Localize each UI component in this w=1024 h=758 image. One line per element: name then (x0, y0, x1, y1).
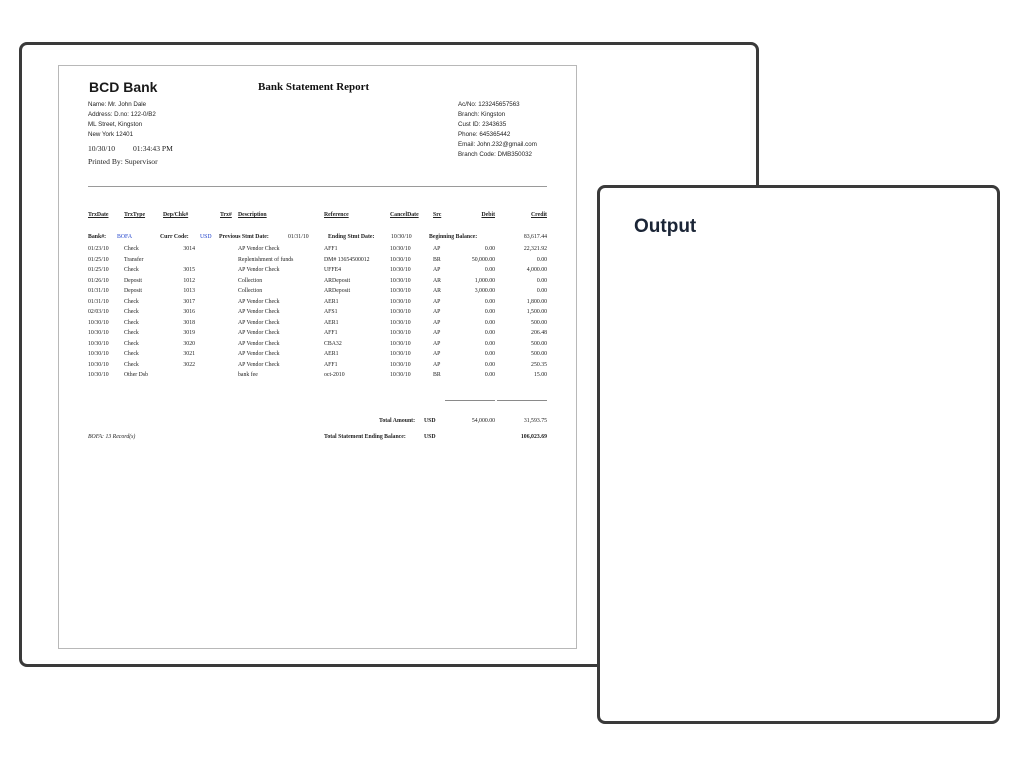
cell-reference: AFF1 (324, 330, 338, 336)
end-stmt-label: Ending Stmt Date: (328, 234, 375, 240)
cell-reference: DM# 13654500012 (324, 256, 370, 263)
cell-dep-chk: 3015 (183, 267, 195, 273)
cell-date: 10/30/10 (88, 330, 109, 336)
cell-src: AP (433, 330, 441, 336)
cell-date: 10/30/10 (88, 372, 109, 378)
cell-date: 01/26/10 (88, 277, 109, 284)
cell-src: AP (433, 319, 441, 326)
report-page (58, 65, 577, 649)
cell-credit: 0.00 (536, 288, 547, 294)
cell-date: 01/31/10 (88, 288, 109, 294)
cell-type: Transfer (124, 256, 144, 263)
cell-debit: 0.00 (484, 361, 495, 368)
cell-src: AP (433, 298, 441, 305)
ending-balance-value: 106,023.69 (520, 434, 547, 440)
cell-dep-chk: 1012 (183, 277, 195, 284)
table-row (59, 289, 576, 300)
cell-description: Replenishment of funds (238, 256, 294, 263)
cell-cancel-date: 10/30/10 (390, 288, 411, 294)
cell-dep-chk: 3019 (183, 330, 195, 336)
customer-name: Name: Mr. John Dale (88, 101, 147, 108)
cell-reference: AFS1 (324, 309, 338, 315)
cell-description: Collection (238, 288, 263, 294)
cell-debit: 0.00 (484, 309, 495, 315)
cell-date: 01/25/10 (88, 256, 109, 263)
debit-total-line (445, 400, 495, 401)
customer-address-2: ML Street, Kingston (88, 121, 143, 128)
cell-debit: 0.00 (484, 351, 495, 357)
cell-debit: 0.00 (484, 298, 495, 305)
cell-description: AP Vendor Check (238, 267, 280, 273)
cell-type: Check (124, 361, 139, 368)
cell-credit: 15.00 (533, 372, 547, 378)
table-row (59, 268, 576, 279)
cell-reference: ARDeposit (324, 288, 351, 294)
cell-type: Deposit (124, 277, 143, 284)
cell-reference: oct-2010 (324, 372, 345, 378)
cell-credit: 500.00 (531, 340, 547, 347)
cell-src: AP (433, 361, 441, 368)
cell-credit: 0.00 (536, 256, 547, 263)
cell-reference: ARDeposit (324, 277, 351, 284)
cell-type: Check (124, 319, 139, 326)
cell-date: 10/30/10 (88, 319, 109, 326)
cell-reference: UFFE4 (324, 267, 342, 273)
cell-type: Other Dsb (124, 372, 148, 378)
cell-src: AR (433, 288, 442, 294)
cell-description: AP Vendor Check (238, 319, 280, 326)
begin-balance-label: Beginning Balance: (429, 234, 478, 240)
bank-label: Bank#: (88, 234, 107, 240)
col-trx-date: TrxDate (88, 212, 109, 218)
col-cancel-date: CancelDate (390, 212, 419, 218)
output-panel (597, 185, 1000, 724)
cell-cancel-date: 10/30/10 (390, 361, 411, 368)
cell-src: AP (433, 246, 441, 252)
record-count: BOFA: 13 Record(s) (88, 434, 136, 440)
cell-src: AP (433, 340, 441, 347)
cell-type: Check (124, 340, 139, 347)
account-cust-id: Cust ID: 2343635 (458, 121, 507, 128)
cell-description: Collection (238, 277, 263, 284)
cell-cancel-date: 10/30/10 (390, 298, 411, 305)
cell-description: AP Vendor Check (238, 330, 280, 336)
cell-description: AP Vendor Check (238, 361, 280, 368)
account-phone: Phone: 645365442 (458, 131, 511, 138)
col-debit: Debit (481, 212, 495, 218)
cell-credit: 250.35 (531, 361, 547, 368)
cell-credit: 22,321.92 (523, 246, 547, 252)
cell-type: Check (124, 330, 139, 336)
cell-debit: 0.00 (484, 340, 495, 347)
header-divider (88, 186, 547, 187)
cell-cancel-date: 10/30/10 (390, 277, 411, 284)
cell-credit: 1,500.00 (526, 309, 547, 315)
cell-type: Check (124, 309, 139, 315)
bank-value: BOFA (117, 234, 133, 240)
ending-balance-currency: USD (424, 434, 436, 440)
cell-debit: 3,000.00 (474, 288, 495, 294)
cell-reference: AFF1 (324, 361, 338, 368)
col-reference: Reference (324, 212, 349, 218)
cell-credit: 4,000.00 (526, 267, 547, 273)
cell-dep-chk: 3016 (183, 309, 195, 315)
printed-by: Printed By: Supervisor (88, 157, 158, 166)
col-trx-no: Trx# (220, 212, 232, 218)
col-dep-chk: Dep/Chk# (163, 212, 189, 218)
ending-balance-label: Total Statement Ending Balance: (324, 434, 406, 440)
cell-type: Check (124, 351, 139, 357)
cell-cancel-date: 10/30/10 (390, 246, 411, 252)
cell-cancel-date: 10/30/10 (390, 309, 411, 315)
cell-type: Deposit (124, 288, 143, 294)
col-src: Src (433, 212, 442, 218)
prev-stmt-label: Previous Stmt Date: (219, 234, 269, 240)
cell-description: AP Vendor Check (238, 340, 280, 347)
cell-cancel-date: 10/30/10 (390, 267, 411, 273)
cell-reference: AER1 (324, 298, 339, 305)
account-number: Ac/No: 123245657563 (458, 101, 520, 108)
account-branch: Branch: Kingston (458, 111, 506, 118)
table-row (59, 310, 576, 321)
transaction-rows (59, 247, 576, 384)
cell-src: BR (433, 256, 441, 263)
cell-dep-chk: 3014 (183, 246, 195, 252)
curr-value: USD (200, 234, 212, 240)
cell-src: AP (433, 309, 441, 315)
cell-type: Check (124, 246, 139, 252)
cell-description: AP Vendor Check (238, 351, 280, 357)
end-stmt-value: 10/30/10 (391, 234, 412, 240)
cell-cancel-date: 10/30/10 (390, 372, 411, 378)
cell-src: AP (433, 351, 441, 357)
summary-row (59, 235, 576, 243)
begin-balance-value: 83,617.44 (523, 234, 547, 240)
cell-type: Check (124, 267, 139, 273)
account-branch-code: Branch Code: DMB350032 (458, 151, 532, 158)
credit-total: 31,593.75 (523, 418, 547, 424)
cell-src: AP (433, 267, 441, 273)
customer-address-1: Address: D.no: 122-0/B2 (88, 111, 156, 118)
cell-credit: 1,800.00 (526, 298, 547, 305)
cell-src: AR (433, 277, 442, 284)
cell-dep-chk: 3018 (183, 319, 195, 326)
cell-date: 10/30/10 (88, 361, 109, 368)
cell-dep-chk: 3022 (183, 361, 195, 368)
debit-total: 54,000.00 (471, 418, 495, 424)
table-row (59, 373, 576, 384)
cell-cancel-date: 10/30/10 (390, 330, 411, 336)
bank-name: BCD Bank (89, 79, 158, 95)
cell-description: bank fee (238, 372, 258, 378)
col-trx-type: TrxType (124, 212, 146, 218)
cell-description: AP Vendor Check (238, 309, 280, 315)
cell-debit: 50,000.00 (471, 256, 495, 263)
cell-debit: 1,000.00 (474, 277, 495, 284)
cell-date: 10/30/10 (88, 351, 109, 357)
cell-dep-chk: 1013 (183, 288, 195, 294)
cell-debit: 0.00 (484, 330, 495, 336)
cell-type: Check (124, 298, 139, 305)
cell-cancel-date: 10/30/10 (390, 256, 411, 263)
cell-date: 10/30/10 (88, 340, 109, 347)
cell-reference: AFF1 (324, 246, 338, 252)
cell-description: AP Vendor Check (238, 298, 280, 305)
cell-date: 01/23/10 (88, 246, 109, 252)
cell-debit: 0.00 (484, 372, 495, 378)
total-amount-currency: USD (424, 418, 436, 424)
cell-reference: AER1 (324, 319, 339, 326)
table-row (59, 352, 576, 363)
col-description: Description (238, 212, 267, 218)
cell-date: 01/31/10 (88, 298, 109, 305)
report-time: 01:34:43 PM (133, 144, 173, 153)
cell-date: 02/03/10 (88, 309, 109, 315)
total-amount-label: Total Amount: (379, 418, 416, 424)
output-label: Output (634, 216, 697, 237)
cell-reference: CBA32 (324, 340, 342, 347)
cell-reference: AER1 (324, 351, 339, 357)
cell-dep-chk: 3021 (183, 351, 195, 357)
cell-dep-chk: 3020 (183, 340, 195, 347)
cell-cancel-date: 10/30/10 (390, 319, 411, 326)
credit-total-line (497, 400, 547, 401)
cell-debit: 0.00 (484, 319, 495, 326)
cell-credit: 0.00 (536, 277, 547, 284)
cell-credit: 500.00 (531, 351, 547, 357)
cell-src: BR (433, 372, 441, 378)
prev-stmt-value: 01/31/10 (288, 234, 309, 240)
cell-cancel-date: 10/30/10 (390, 340, 411, 347)
customer-address-3: New York 12401 (88, 131, 134, 138)
report-date: 10/30/10 (88, 144, 116, 153)
curr-label: Curr Code: (160, 234, 189, 240)
cell-debit: 0.00 (484, 267, 495, 273)
cell-debit: 0.00 (484, 246, 495, 252)
cell-description: AP Vendor Check (238, 246, 280, 252)
cell-dep-chk: 3017 (183, 298, 195, 305)
cell-credit: 500.00 (531, 319, 547, 326)
account-email: Email: John.232@gmail.com (458, 141, 537, 148)
report-title: Bank Statement Report (258, 81, 370, 93)
table-row (59, 331, 576, 342)
cell-date: 01/25/10 (88, 267, 109, 273)
cell-cancel-date: 10/30/10 (390, 351, 411, 357)
col-credit: Credit (531, 212, 547, 218)
cell-credit: 206.48 (531, 330, 547, 336)
table-row (59, 247, 576, 258)
